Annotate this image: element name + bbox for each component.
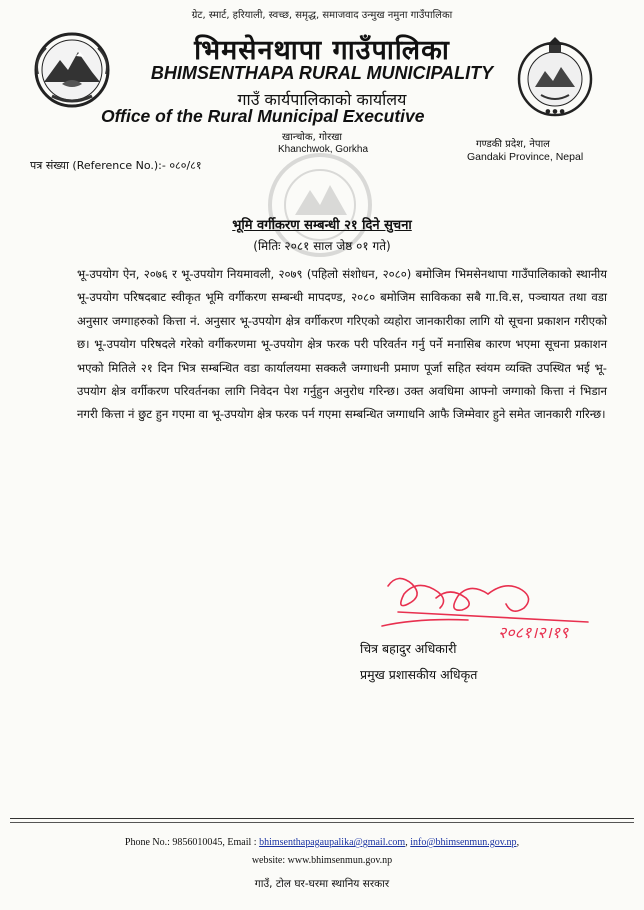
province-nepali: गण्डकी प्रदेश, नेपाल bbox=[476, 139, 550, 150]
contact-trailing: , bbox=[516, 837, 520, 848]
municipality-title-english: BHIMSENTHAPA RURAL MUNICIPALITY bbox=[150, 63, 494, 83]
notice-title: भूमि वर्गीकरण सम्बन्धी २१ दिने सुचना bbox=[232, 218, 412, 233]
email-link-info[interactable]: info@bhimsenmun.gov.np bbox=[410, 837, 517, 848]
office-title-english: Office of the Rural Municipal Executive bbox=[101, 106, 425, 126]
footer-website[interactable]: website: www.bhimsenmun.gov.np bbox=[251, 855, 393, 866]
office-title-nepali: गाउँ कार्यपालिकाको कार्यालय bbox=[237, 90, 407, 109]
phone-label: Phone No.: 9856010045, Email : bbox=[124, 837, 260, 848]
footer-slogan: गाउँ, टोल घर-घरमा स्थानिय सरकार bbox=[254, 878, 390, 890]
svg-text:● ● ●: ● ● ● bbox=[545, 108, 565, 115]
signature-date: २०८१।२।१९ bbox=[498, 623, 569, 642]
email-separator: , bbox=[405, 837, 411, 848]
notice-body: भू-उपयोग ऐन, २०७६ र भू-उपयोग नियमावली, २०७९ (पहिलो संशोधन, २०८०) बमोजिम भिमसेनथापा गाउँपालिकाको स्थानीय भू-उपयोग परिषदबाट स्वीकृत भूमि वर्गीकरण सम्बन्धी मापदण्ड, २०८० बमोजिम साविकका सबै गा.वि.स, पञ्चायत तथा वडा अनुसार जग्गाहरुको कित्ता नं. अनुसार भू-उपयोग क्षेत्र वर्गीकरण गरिएको व्यहोरा जानकारीका लागि यो सूचना प्रकाशन गरीएको छ। भू-उपयोग परिषदले गरेको वर्गीकरणमा भू-उपयोग क्षेत्र फरक परी परिवर्तन गर्नु पर्ने मनासिब कारण भएमा सूचना प्रकाशन भएको मितिले २१ दिन भित्र सम्बन्धित वडा कार्यालयमा सक्कलै जग्गाधनी प्रमाण पूर्जा सहित स्वंयम व्यक्ति उपस्थित भई भू-उपयोग क्षेत्र वर्गीकरण परिवर्तनका लागि निवेदन पेश गर्नुहुन अनुरोध गरिन्छ। उक्त अवधिमा आफ्नो जग्गाको कित्ता नं भिडान नगरी कित्ता नं छुट हुन गएमा वा भू-उपयोग क्षेत्र फरक पर्न गएमा सम्बन्धित जग्गाधनि आफै जिम्मेवार हुने समेत जानकारी गरिन्छ। bbox=[77, 267, 607, 422]
header-tagline: ग्रेट, स्मार्ट, हरियाली, स्वच्छ, समृद्ध, समाजवाद उन्मुख नमुना गाउँपालिका bbox=[191, 10, 453, 21]
address-english: Khanchwok, Gorkha bbox=[278, 144, 369, 155]
email-link-primary[interactable]: bhimsenthapagaupalika@gmail.com bbox=[259, 837, 406, 848]
signer-name: चित्र बहादुर अधिकारी bbox=[360, 641, 457, 656]
footer-divider-thin bbox=[10, 822, 634, 823]
footer-contact bbox=[0, 837, 644, 848]
notice-date: (मितिः २०८१ साल जेष्ठ ०१ गते) bbox=[253, 239, 391, 253]
reference-number: पत्र संख्या (Reference No.):- ०८०/८१ bbox=[30, 159, 202, 172]
signer-designation: प्रमुख प्रशासकीय अधिकृत bbox=[360, 667, 478, 682]
address-nepali: खान्चोक, गोरखा bbox=[282, 132, 343, 143]
signature-mark bbox=[378, 568, 608, 648]
province-english: Gandaki Province, Nepal bbox=[467, 151, 584, 163]
municipality-title-nepali: भिमसेनथापा गाउँपालिका bbox=[194, 35, 450, 66]
footer-divider bbox=[10, 818, 634, 819]
